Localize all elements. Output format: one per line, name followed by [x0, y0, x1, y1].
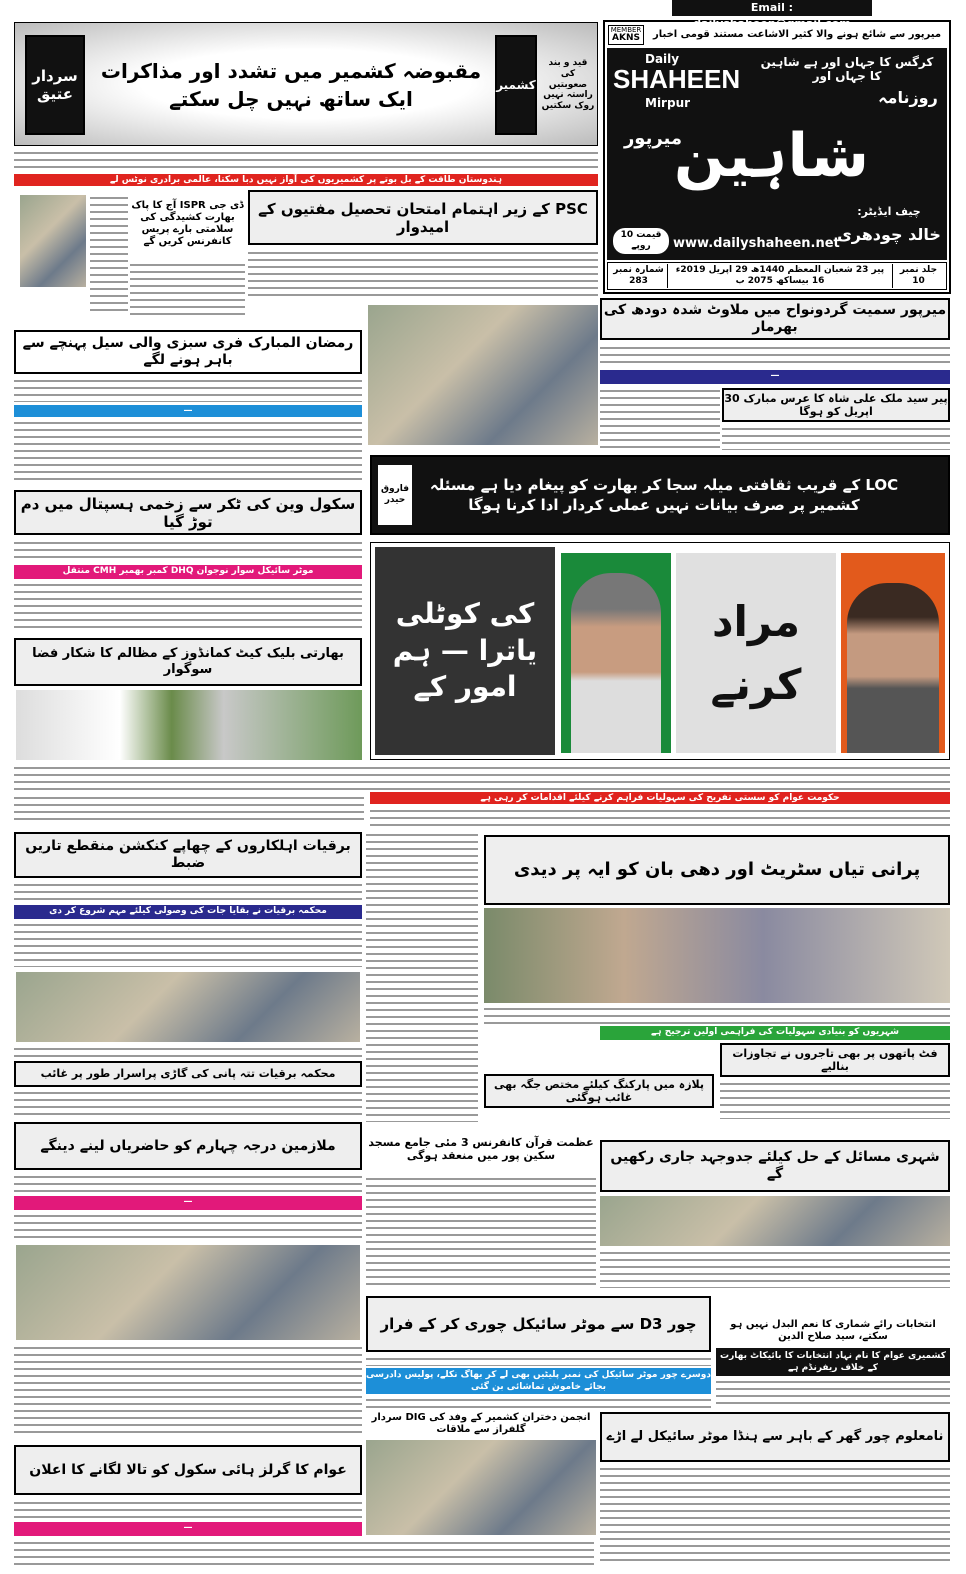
body-text [14, 765, 950, 790]
body-text [14, 1174, 362, 1194]
body-text [14, 150, 598, 172]
body-text [484, 1006, 950, 1024]
ticker-red: ہندوستان طاقت کے بل بوتے پر کشمیریوں کی آواز نہیں دبا سکتا، عالمی برادری نوٹس لے [14, 174, 598, 186]
headline-water: محکمہ برقیات تتہ پانی کی گاڑی پراسرار طور پر غائب [14, 1061, 362, 1087]
ticker-magenta-bottom: — [14, 1522, 362, 1536]
body-text [14, 1046, 362, 1058]
body-text [600, 1250, 950, 1288]
headline-milk: میرپور سمیت گردونواح میں ملاوٹ شدہ دودھ کی بھرمار [600, 298, 950, 340]
body-text [14, 1500, 362, 1520]
body-text [248, 250, 598, 300]
ticker-dhq: موٹر سائیکل سوار نوجوان DHQ کمبر بھمبر CMH منتقل [14, 565, 362, 579]
body-text [722, 426, 950, 450]
headline-psc: PSC کے زیر اہتمام امتحان تحصیل مفتیوں کے امیدوار [248, 190, 598, 245]
photo-portrait-orange [841, 553, 945, 753]
photo-portrait [20, 195, 86, 287]
body-text [14, 1540, 594, 1570]
masthead-banner [607, 48, 947, 260]
headline-school-van: سکول وین کی ٹکر سے زخمی ہسپتال میں دم توڑ گیا [14, 490, 362, 535]
headline-loc: LOC کے قریب ثقافتی میلہ سجا کر بھارت کو پیغام دیا ہے مسئلہ کشمیر پر صرف بیانات نہیں عملی کردار ادا کرنا ہوگا [370, 455, 950, 535]
body-text [366, 1356, 711, 1366]
body-text [14, 378, 362, 402]
body-text [130, 262, 245, 316]
photo-event [16, 972, 360, 1042]
headline-salahuddin: انتخابات رائے شماری کا نعم البدل نہیں ہو سکتے، سید صلاح الدین [730, 1319, 936, 1342]
issue-date: پیر 23 شعبان المعظم 1440ھ 29 اپریل 2019ء 16 بیساکھ 2075 ب [675, 265, 885, 286]
headline-quran: عظمت قرآن کانفرنس 3 مئی جامع مسجد سکین پور میں منعقد ہوگی [368, 1135, 594, 1162]
body-text [14, 1345, 362, 1435]
ticker-black: کشمیری عوام کا نام نہاد انتخابات کا بائیکاٹ بھارت کے خلاف ریفرنڈم ہے [716, 1348, 950, 1376]
headline-dig: انجمن دختران کشمیر کے وفد کی DIG سردار گلفراز سے ملاقات [371, 1412, 591, 1435]
body-text [600, 388, 720, 448]
headline-road: پرانی تیاں سٹریٹ اور دھی بان کو ایہ پر دیدی [484, 835, 950, 905]
member-label: MEMBER [610, 26, 642, 34]
website-link[interactable]: www.dailyshaheen.net [673, 236, 840, 251]
body-text [14, 882, 362, 902]
slogan: کرگس کا جہاں اور ہے شاہین کا جہاں اور [760, 54, 934, 83]
body-text [14, 1090, 362, 1118]
ticker-blue: دوسرے چور موٹر سائیکل کی نمبر پلیٹیں بھی لے کر بھاگ نکلے، پولیس دادرسی بجائے خاموش تماشائی بن گئی [366, 1370, 711, 1392]
headline-school-lock: عوام کا گرلز ہائی سکول کو تالا لگانے کا اعلان [14, 1445, 362, 1495]
body-text [14, 795, 364, 825]
body-text [366, 832, 478, 1122]
body-text [716, 1379, 950, 1409]
headline-employees: ملازمین درجہ چہارم کو حاضریاں لینے دینگے [14, 1122, 362, 1170]
top-side: قید و بند کی صعوبتیں راستہ نہیں روک سکتیں [541, 58, 595, 112]
ticker-magenta: — [14, 1196, 362, 1210]
dateline [607, 262, 947, 290]
chief-editor: خالد چودھری [837, 225, 941, 244]
daily-label: Daily [645, 52, 680, 66]
email-bar: Email : dailyshaheen@gmail.com [672, 0, 872, 16]
headline-ispr: ڈی جی ISPR آج کا پاک بھارت کشیدگی کی سلامتی بارے پریس کانفرنس کریں گے [131, 200, 244, 247]
ticker-green: شہریوں کو بنیادی سہولیات کی فراہمی اولین ترجیح ہے [600, 1026, 950, 1040]
volume-number: جلد نمبر 10 [892, 264, 944, 288]
price-badge: قیمت 10 روپے [613, 228, 669, 254]
ticker-purple-top: — [600, 370, 950, 384]
headline-martyrs: بھارتی بلیک کیٹ کمانڈوز کے مظالم کا شکار فضا سوگوار [14, 638, 362, 686]
akns-label: AKNS [612, 33, 640, 43]
headline-unknown-thief: نامعلوم چور گھر کے باہر سے ہنڈا موٹر سائیکل لے اڑے [600, 1412, 950, 1462]
tagline: میرپور سے شائع ہونے والا کثیر الاشاعت مستند قومی اخبار [652, 29, 942, 40]
ticker-purple: محکمہ برقیات نے بقایا جات کی وصولی کیلئے مہم شروع کر دی [14, 905, 362, 919]
headline-electricity: برقیات اہلکاروں کے چھاپے کنکشن منقطع تاریں ضبط [14, 832, 362, 878]
photo-portrait-green [561, 553, 671, 753]
photo-delegation [366, 1440, 596, 1535]
photo-meeting [368, 305, 598, 445]
ticker-blue-small: — [14, 405, 362, 417]
top-kashmir-label: کشمیر [495, 35, 537, 135]
ticker-red-2: حکومت عوام کو سستی تفریح کی سہولیات فراہم کرنے کیلئے اقدامات کر رہی ہے [370, 792, 950, 804]
photo-citizens [600, 1196, 950, 1246]
body-text [366, 1397, 711, 1409]
feature-box [370, 542, 950, 760]
body-text [90, 195, 128, 315]
top-headline: مقبوضہ کشمیر میں تشدد اور مذاکرات ایک ساتھ نہیں چل سکتے [100, 59, 482, 111]
body-text [14, 420, 362, 480]
masthead-title: شاہین [673, 121, 869, 191]
body-text [14, 1213, 362, 1241]
body-text [14, 540, 362, 562]
body-text [14, 582, 362, 632]
issue-number: شمارہ نمبر 283 [610, 264, 668, 288]
chief-editor-label: چیف ایڈیٹر: [857, 205, 921, 218]
roznama: روزنامہ [878, 88, 938, 107]
feature-headline-left: کی کوٹلی یاترا — ہم امور کے [375, 547, 555, 755]
top-author: سردار عتیق [25, 35, 85, 135]
headline-ramadan: رمضان المبارک فری سبزی والی سیل پہنچے سے باہر ہونے لگے [14, 330, 362, 374]
masthead [603, 20, 951, 294]
loc-author: فاروق حیدر [378, 465, 412, 525]
headline-d3: چور D3 سے موٹر سائیکل چوری کر کے فرار [366, 1296, 711, 1352]
headline-footpath: فٹ پاتھوں پر بھی تاجروں نے تجاوزات بنالیے [720, 1043, 950, 1077]
headline-citizens: شہری مسائل کے حل کیلئے جدوجہد جاری رکھیں گے [600, 1140, 950, 1192]
photo-group [16, 1245, 360, 1340]
body-text [14, 922, 362, 967]
shaheen-logo: SHAHEEN [613, 64, 741, 94]
headline-urs: پیر سید ملک علی شاہ کا عرس مبارک 30 اپریل کو ہوگا [722, 388, 950, 422]
headline-parking: پلازہ میں پارکنگ کیلئے مختص جگہ بھی غائب ہوگئی [484, 1074, 714, 1108]
body-text [370, 808, 950, 830]
body-text [600, 345, 950, 367]
feature-headline-right: مراد کرنے [676, 553, 836, 753]
photo-street [484, 908, 950, 1003]
masthead-city: میرپور [623, 128, 683, 149]
body-text [600, 1466, 950, 1566]
body-text [720, 1081, 950, 1119]
photo-graves [16, 690, 362, 760]
top-headline-box [14, 22, 598, 146]
body-text [366, 1176, 596, 1286]
mirpur-label: Mirpur [645, 96, 691, 110]
